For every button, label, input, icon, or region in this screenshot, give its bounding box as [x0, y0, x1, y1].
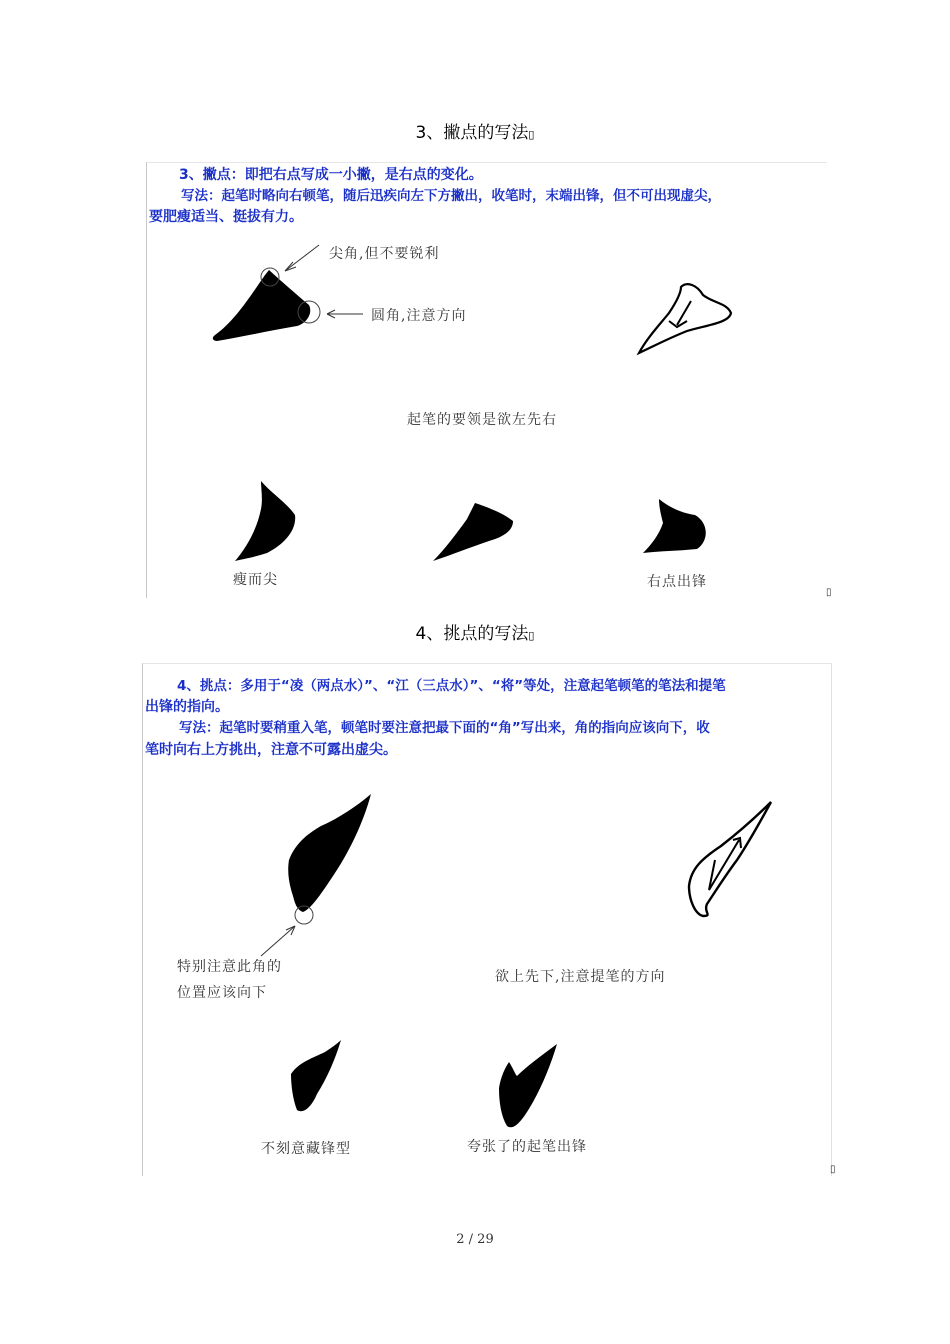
- missing-glyph-mark: ▯: [528, 128, 535, 141]
- caption-exaggerated: 夸张了的起笔出锋: [467, 1139, 587, 1155]
- callout-sharp-corner: 尖角,但不要锐利: [329, 246, 440, 262]
- caption-right-tip: 右点出锋: [647, 574, 707, 590]
- section-4-intro-line-3: 写法：起笔时要稍重入笔，顿笔时要注意把最下面的“角”写出来，角的指向应该向下，收: [179, 720, 710, 736]
- rising-dot-main-figure: [143, 664, 831, 1176]
- rising-dot-brush-stroke: [288, 794, 371, 912]
- section-4-intro-line-2: 出锋的指向。: [145, 699, 229, 715]
- arrow-to-corner: [261, 926, 295, 956]
- callout-corner-line-2: 位置应该向下: [177, 985, 267, 1001]
- section-3-end-mark: ▯: [826, 587, 832, 598]
- callout-corner-line-1: 特别注意此角的: [177, 959, 282, 975]
- example-unhidden-tip-stroke: [291, 1040, 341, 1111]
- caption-left-before-right: 起笔的要领是欲左先右: [407, 412, 557, 428]
- example-thin-sharp-stroke: [235, 481, 295, 561]
- rising-direction-arrow: [709, 838, 741, 890]
- example-strokes: [147, 163, 827, 598]
- page-number: 2 / 29: [456, 1232, 494, 1247]
- rising-dot-outline: [689, 802, 771, 916]
- caption-down-before-up: 欲上先下,注意提笔的方向: [495, 969, 666, 985]
- section-3-intro-line-3: 要肥瘦适当、挺拔有力。: [149, 209, 303, 225]
- section-3-illustration-panel: [146, 162, 827, 598]
- section-4-heading-text: 4、挑点的写法: [415, 624, 529, 644]
- section-4-end-mark: ▯: [830, 1164, 836, 1175]
- caption-unhidden-tip: 不刻意藏锋型: [261, 1141, 351, 1157]
- section-4-intro-line-4: 笔时向右上方挑出，注意不可露出虚尖。: [145, 742, 397, 758]
- caption-thin-sharp: 瘦而尖: [233, 572, 278, 588]
- section-3-intro-line-1: 3、撇点：即把右点写成一小撇，是右点的变化。: [179, 167, 483, 183]
- section-3-heading-text: 3、撇点的写法: [415, 123, 529, 143]
- section-3-heading: [0, 118, 950, 143]
- section-3-intro-line-2: 写法：起笔时略向右顿笔，随后迅疾向左下方撇出，收笔时，末端出锋，但不可出现虚尖，: [181, 188, 721, 204]
- example-exaggerated-stroke: [499, 1044, 557, 1127]
- section-4-intro-line-1: 4、挑点：多用于“凌（两点水）”、“江（三点水）”、“将”等处，注意起笔顿笔的笔法和提笔: [177, 678, 726, 694]
- section-4-heading: [0, 619, 950, 644]
- missing-glyph-mark: ▯: [528, 629, 535, 642]
- example-right-tip-stroke: [643, 499, 706, 553]
- section-4-illustration-panel: [142, 663, 832, 1176]
- callout-round-corner: 圆角,注意方向: [371, 308, 467, 324]
- example-standard-stroke: [433, 503, 513, 561]
